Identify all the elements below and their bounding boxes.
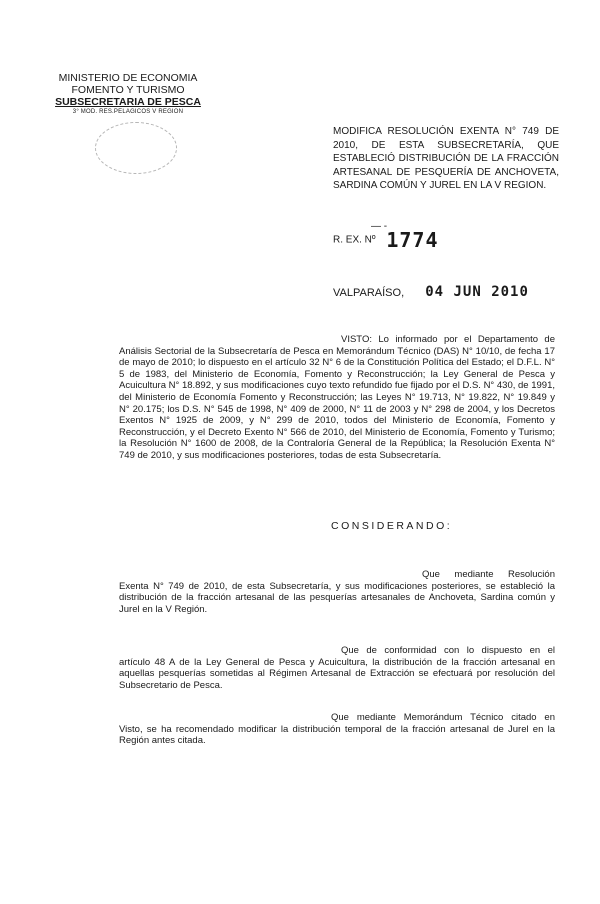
considerando-heading: CONSIDERANDO: [331, 520, 453, 532]
ministry-name: MINISTERIO DE ECONOMIA [58, 72, 198, 84]
place: VALPARAÍSO, [333, 287, 405, 299]
faded-stamp [95, 122, 177, 174]
considerando-paragraph-1: Que mediante Resolución Exenta N° 749 de 2010, de esta Subsecretaría, y sus modificaciones posteriores, se estableció la distribución de la fracción artesanal de las pesquerías artesanales de Anchoveta, Sardina común y Jurel en la V Región. [119, 569, 555, 615]
visto-paragraph: VISTO: Lo informado por el Departamento de Análisis Sectorial de la Subsecretaría de Pesca en Memorándum Técnico (DAS) N° 10/10, de fecha 17 de mayo de 2010; lo dispuesto en el artículo 32 N° 6 de la Constitución Política del Estado; el D.F.L. N° 5 de 1983, del Ministerio de Economía, Fomento y Reconstrucción; la Ley General de Pesca y Acuicultura N° 18.892, y sus modificaciones cuyo texto refundido fue fijado por el D.S. N° 430, de 1991, del Ministerio de Economía Fomento y Reconstrucción; las Leyes N° 19.713, N° 19.822, N° 19.849 y N° 20.175; los D.S. N° 545 de 1998, N° 409 de 2000, N° 11 de 2003 y N° 298 de 2004, y los Decretos Exentos N° 1925 de 2009, y N° 299 de 2010, todos del Ministerio de Economía, Fomento y Reconstrucción, y el Decreto Exento N° 566 de 2010, del Ministerio de Economía, Fomento y Turismo; la Resolución N° 1600 de 2008, de la Contraloría General de la República; la Resolución Exenta N° 749 de 2010, y sus modificaciones posteriores, todas de esta Subsecretaría. [119, 334, 555, 461]
letterhead [48, 72, 208, 117]
resolution-number: 1774 [386, 228, 439, 252]
date-stamp: 04 JUN 2010 [425, 284, 529, 300]
resolution-label: R. EX. Nº [333, 234, 376, 246]
subsecretaria-name: SUBSECRETARIA DE PESCA [55, 96, 201, 108]
ministry-name-line2: FOMENTO Y TURISMO [71, 84, 185, 96]
handwritten-mark: — - [371, 221, 388, 232]
considerando-paragraph-3: Que mediante Memorándum Técnico citado en Visto, se ha recomendado modificar la distribución temporal de la fracción artesanal de Jurel en la Región antes citada. [119, 712, 555, 747]
document-title: MODIFICA RESOLUCIÓN EXENTA N° 749 DE 2010, DE ESTA SUBSECRETARÍA, QUE ESTABLECIÓ DISTRIBUCIÓN DE LA FRACCIÓN ARTESANAL DE PESQUERÍA DE ANCHOVETA, SARDINA COMÚN Y JUREL EN LA V REGION. [333, 126, 559, 191]
considerando-paragraph-2: Que de conformidad con lo dispuesto en el artículo 48 A de la Ley General de Pesca y Acuicultura, la distribución de la fracción artesanal en aquellas pesquerías sometidas al Régimen Artesanal de Extracción se efectuará por resolución del Subsecretario de Pesca. [119, 645, 555, 691]
department-name: 3° MOD. RES.PELAGICOS V REGION [72, 109, 184, 115]
place-date-line [333, 284, 529, 300]
resolution-number-line [333, 221, 439, 252]
